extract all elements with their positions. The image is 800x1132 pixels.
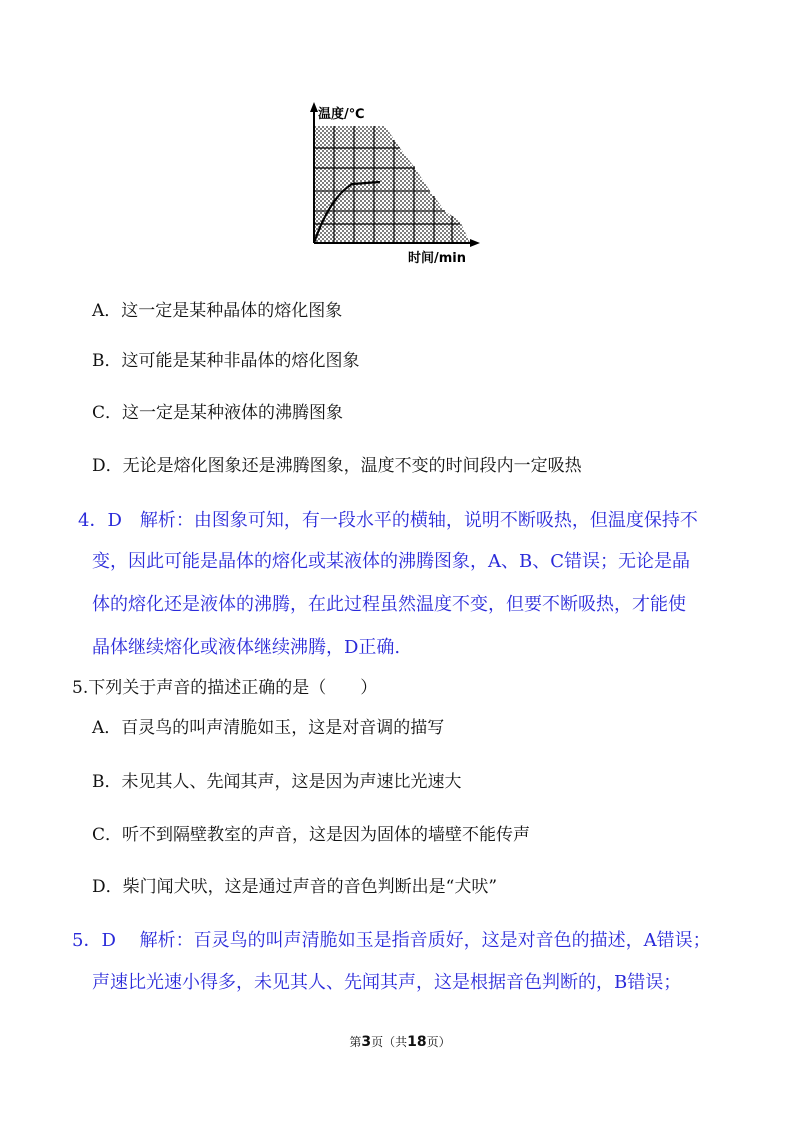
q4-option-c: C．这一定是某种液体的沸腾图象 — [92, 403, 344, 423]
q5-option-d: D．柴门闻犬吠，这是通过声音的音色判断出是“犬吠” — [92, 877, 498, 897]
page-footer — [0, 1033, 800, 1050]
graph-svg — [300, 96, 480, 266]
q4-answer-line-3: 体的熔化还是液体的沸腾，在此过程虽然温度不变，但要不断吸热，才能使 — [92, 594, 686, 615]
shaded-region — [314, 126, 470, 243]
q4-option-b: B．这可能是某种非晶体的熔化图象 — [92, 351, 360, 371]
y-axis-label: 温度/℃ — [318, 107, 365, 122]
q4-option-d: D．无论是熔化图象还是沸腾图象，温度不变的时间段内一定吸热 — [92, 456, 582, 476]
q5-option-b: B．未见其人、先闻其声，这是因为声速比光速大 — [92, 772, 462, 792]
q4-answer-line-4: 晶体继续熔化或液体继续沸腾，D正确. — [92, 637, 401, 658]
temperature-time-graph — [300, 96, 480, 266]
q5-option-c: C．听不到隔壁教室的声音，这是因为固体的墙壁不能传声 — [92, 825, 531, 845]
q4-answer-line-2: 变，因此可能是晶体的熔化或某液体的沸腾图象，A、B、C错误；无论是晶 — [92, 551, 690, 572]
q5-option-a: A．百灵鸟的叫声清脆如玉，这是对音调的描写 — [92, 718, 445, 738]
footer-middle: 页（共 — [371, 1035, 408, 1049]
x-axis-label: 时间/min — [408, 251, 467, 266]
q5-answer-line-2: 声速比光速小得多，未见其人、先闻其声，这是根据音色判断的，B错误； — [92, 972, 682, 993]
footer-prefix: 第 — [349, 1035, 362, 1049]
q4-option-a: A．这一定是某种晶体的熔化图象 — [92, 301, 343, 321]
footer-suffix: 页） — [426, 1035, 451, 1049]
footer-total-pages: 18 — [407, 1034, 427, 1050]
q4-answer-line-1: 4．D 解析：由图象可知，有一段水平的横轴，说明不断吸热，但温度保持不 — [78, 510, 698, 531]
q5-stem: 5.下列关于声音的描述正确的是（ ） — [72, 678, 378, 698]
q5-answer-line-1: 5．D 解析：百灵鸟的叫声清脆如玉是指音质好，这是对音色的描述，A错误； — [72, 930, 711, 951]
footer-page-number: 3 — [361, 1034, 372, 1050]
